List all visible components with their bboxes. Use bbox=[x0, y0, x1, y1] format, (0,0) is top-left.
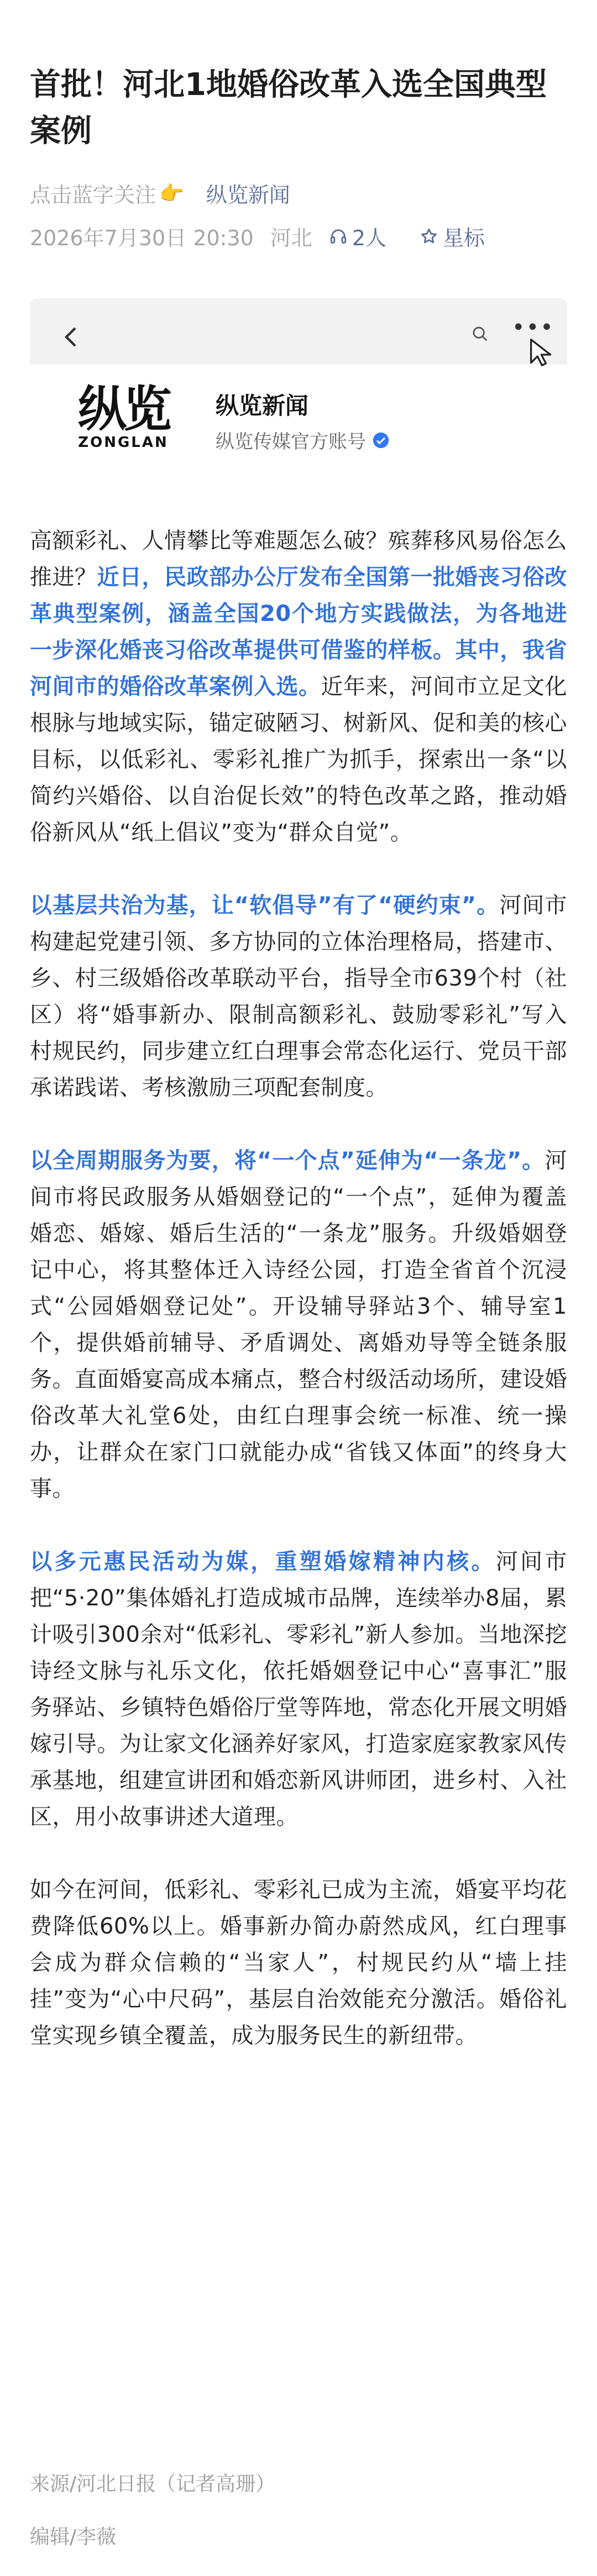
article-paragraph bbox=[30, 1872, 567, 2054]
listener-count: 2人 bbox=[352, 226, 387, 250]
account-description bbox=[216, 426, 390, 454]
paragraph-text: 如今在河间，低彩礼、零彩礼已成为主流，婚宴平均花费降低60%以上。婚事新办简办蔚然成风，红白理事会成为群众信赖的“当家人”，村规民约从“墙上挂挂”变为“心中尺码”，基层自治效能充分激活。婚俗礼堂实现乡镇全覆盖，成为服务民生的新纽带。 bbox=[30, 1877, 567, 2048]
article-body bbox=[30, 523, 567, 2054]
article-paragraph bbox=[30, 523, 567, 851]
article-paragraph bbox=[30, 1544, 567, 1835]
cursor-arrow-icon bbox=[528, 337, 552, 370]
paragraph-text: 河间市把“5·20”集体婚礼打造成城市品牌，连续举办8届，累计吸引300余对“低彩礼、零彩礼”新人参加。当地深挖诗经文脉与礼乐文化，依托婚姻登记中心“喜事汇”服务驿站、乡镇特色婚俗厅堂等阵地，常态化开展文明婚嫁引导。为让家文化涵养好家风，打造家庭家教家风传承基地，组建宣讲团和婚恋新风讲师团，进乡村、入社区，用小故事讲述大道理。 bbox=[30, 1549, 568, 1830]
verified-icon bbox=[371, 431, 390, 450]
highlight-text: 以基层共治为基，让“软倡导”有了“硬约束”。 bbox=[30, 893, 500, 918]
star-label: 星标 bbox=[443, 226, 485, 250]
pointing-hand-icon: 👉 bbox=[159, 182, 184, 205]
article-title: 首批！河北1地婚俗改革入选全国典型案例 bbox=[30, 67, 547, 149]
search-icon[interactable] bbox=[471, 325, 490, 346]
paragraph-text: 近年来，河间市立足文化根脉与地域实际，锚定破陋习、树新风、促和美的核心目标，以低彩礼、零彩礼推广为抓手，探索出一条“以简约兴婚俗、以自治促长效”的特色改革之路，推动婚俗新风从“纸上倡议”变为“群众自觉”。 bbox=[30, 674, 567, 845]
highlight-text: 以多元惠民活动为媒，重塑婚嫁精神内核。 bbox=[30, 1549, 496, 1574]
paragraph-text: 河间市构建起党建引领、多方协同的立体治理格局，搭建市、乡、村三级婚俗改革联动平台，指导全市639个村（社区）将“婚事新办、限制高额彩礼、鼓励零彩礼”写入村规民约，同步建立红白理事会常态化运行、党员干部承诺践诺、考核激励三项配套制度。 bbox=[30, 893, 568, 1100]
back-chevron-icon[interactable] bbox=[63, 326, 78, 354]
account-desc-text: 纵览传媒官方账号 bbox=[216, 431, 366, 453]
paragraph-text: 河间市将民政服务从婚姻登记的“一个点”，延伸为覆盖婚恋、婚嫁、婚后生活的“一条龙”服务。升级婚姻登记中心，将其整体迁入诗经公园，打造全省首个沉浸式“公园婚姻登记处”。开设辅导驿站3个、辅导室1个，提供婚前辅导、矛盾调处、离婚劝导等全链条服务。直面婚宴高成本痛点，整合村级活动场所，建设婚俗改革大礼堂6处，由红白理事会统一标准、统一操办，让群众在家门口就能办成“省钱又体面”的终身大事。 bbox=[30, 1148, 567, 1502]
logo-subtext: ZONGLAN bbox=[78, 434, 169, 451]
publish-location: 河北 bbox=[270, 226, 312, 250]
highlight-text: 以全周期服务为要，将“一个点”延伸为“一条龙”。 bbox=[30, 1148, 545, 1173]
account-card[interactable] bbox=[30, 298, 567, 475]
follow-prompt[interactable]: 点击蓝字关注 bbox=[30, 183, 156, 207]
paragraph-text: 高额彩礼、人情攀比等难题怎么破？殡葬移风易俗怎么推进？ bbox=[30, 528, 567, 590]
account-link[interactable]: 纵览新闻 bbox=[206, 183, 290, 207]
highlight-text: 近日，民政部办公厅发布全国第一批婚丧习俗改革典型案例，涵盖全国20个地方实践做法，为各地进一步深化婚丧习俗改革提供可借鉴的样板。其中，我省河间市的婚俗改革案例入选。 bbox=[30, 565, 567, 699]
article-paragraph bbox=[30, 1142, 567, 1507]
headphones-icon bbox=[329, 227, 348, 246]
logo-text: 纵览 bbox=[77, 380, 169, 438]
article-editor: 编辑/李薇 bbox=[30, 2526, 117, 2548]
article-meta bbox=[30, 221, 518, 251]
star-icon bbox=[420, 227, 438, 246]
article-paragraph bbox=[30, 887, 567, 1106]
account-name: 纵览新闻 bbox=[216, 392, 309, 419]
publish-date: 2026年7月30日 20:30 bbox=[30, 226, 254, 250]
more-options-icon[interactable]: ••• bbox=[512, 315, 554, 340]
listen-button[interactable] bbox=[329, 221, 403, 251]
article-source: 来源/河北日报（记者高珊） bbox=[30, 2473, 276, 2495]
account-logo bbox=[76, 381, 170, 464]
follow-row bbox=[30, 178, 290, 208]
star-button[interactable] bbox=[420, 221, 501, 251]
